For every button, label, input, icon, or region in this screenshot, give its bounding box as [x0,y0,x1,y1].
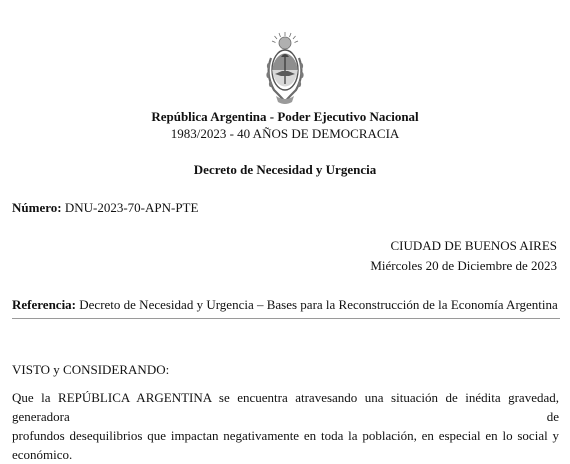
referencia-value: Decreto de Necesidad y Urgencia – Bases para la Reconstrucción de la Economía Argentina [79,297,558,312]
numero-value: DNU-2023-70-APN-PTE [64,200,199,215]
coat-of-arms-icon [262,30,308,108]
paragraph-line: profundos desequilibrios que impactan negativamente en toda la población, en especial en lo social y económico. [12,428,559,462]
intro-heading: VISTO y CONSIDERANDO: [12,362,170,377]
referencia-label: Referencia: [12,297,77,312]
place: CIUDAD DE BUENOS AIRES [390,238,557,253]
paragraph [12,388,559,464]
numero-label: Número: [12,200,62,215]
paragraph-line: Que la REPÚBLICA ARGENTINA se encuentra atravesando una situación de inédita gravedad, generadora de [12,390,559,424]
divider [12,318,560,319]
date: Miércoles 20 de Diciembre de 2023 [370,258,557,273]
numero-line [12,200,198,216]
referencia-line [12,297,558,313]
header-title: República Argentina - Poder Ejecutivo Nacional [151,109,419,124]
document-type: Decreto de Necesidad y Urgencia [193,162,377,177]
header-subtitle: 1983/2023 - 40 AÑOS DE DEMOCRACIA [170,126,400,141]
